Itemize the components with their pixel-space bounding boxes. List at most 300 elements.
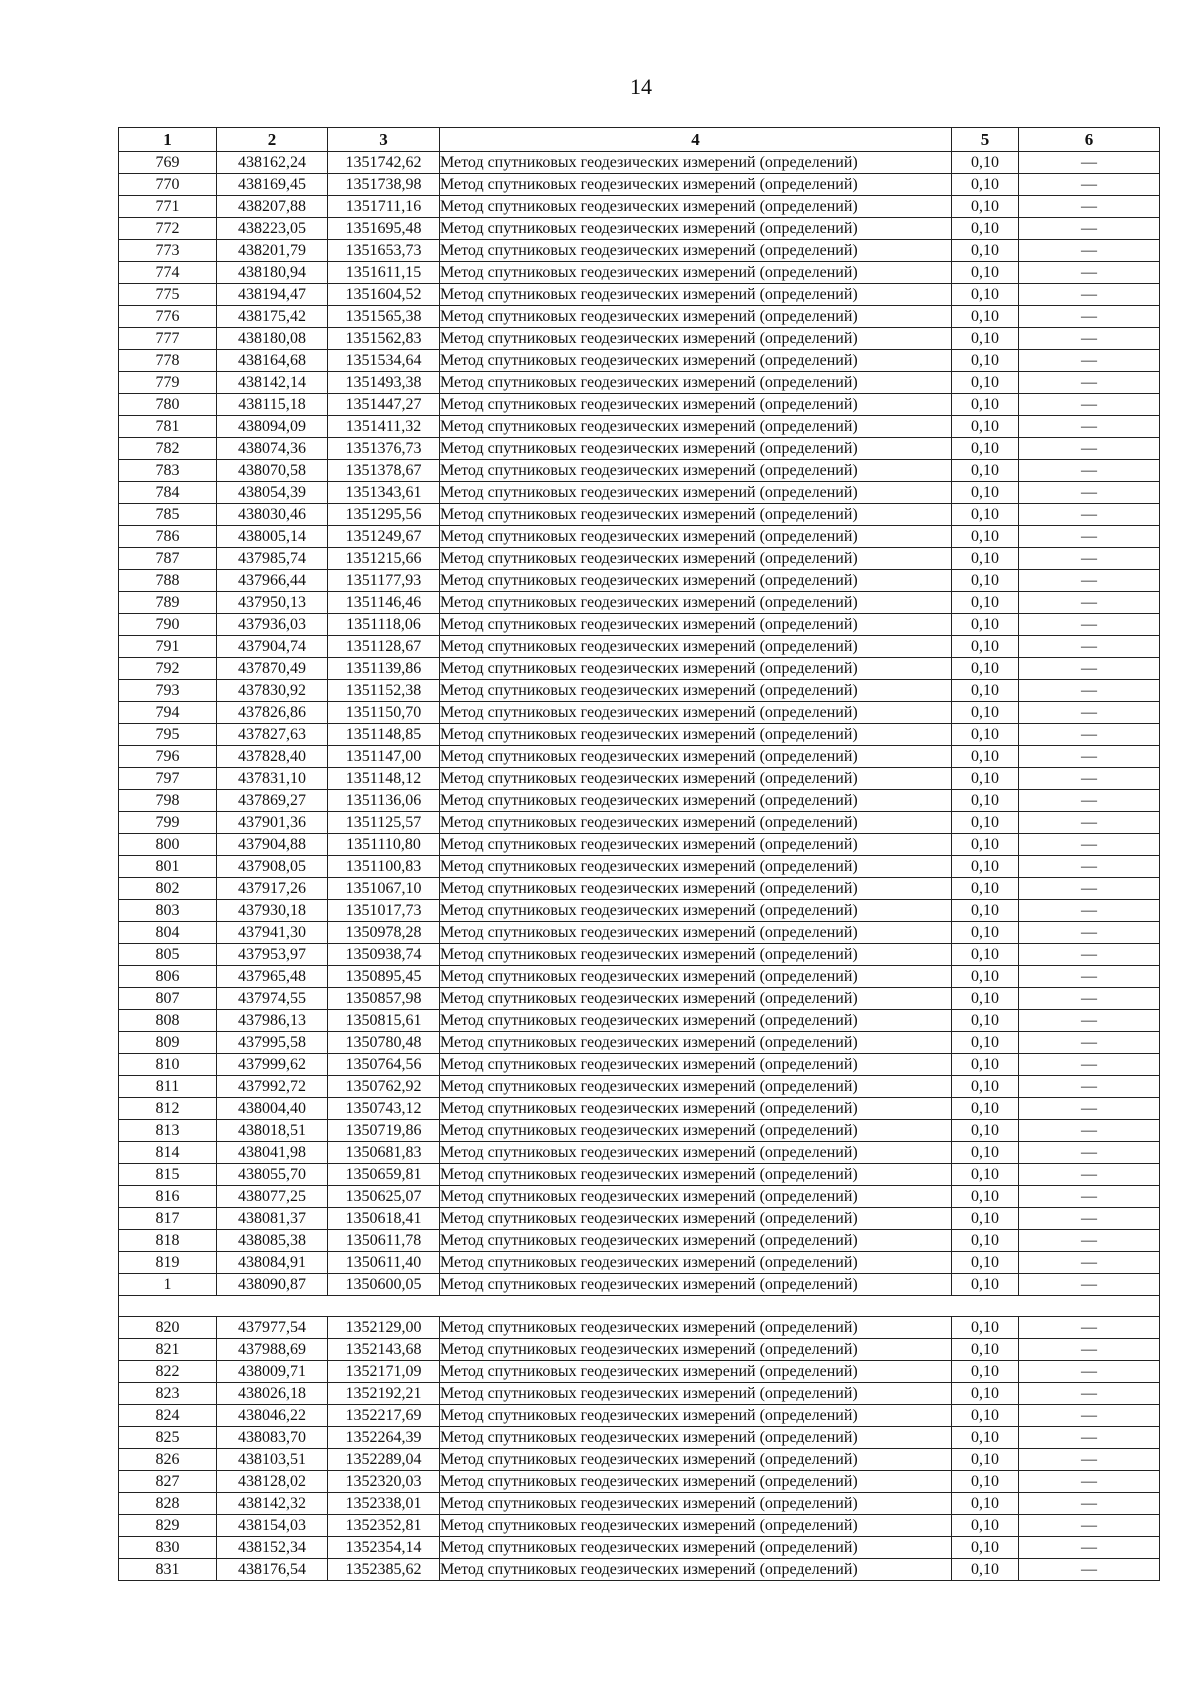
coord-y-cell: 1350625,07 bbox=[328, 1186, 440, 1208]
note-cell: — bbox=[1019, 1098, 1160, 1120]
note-cell: — bbox=[1019, 1164, 1160, 1186]
method-cell: Метод спутниковых геодезических измерений (определений) bbox=[440, 1559, 952, 1581]
method-cell: Метод спутниковых геодезических измерений (определений) bbox=[440, 724, 952, 746]
method-cell: Метод спутниковых геодезических измерений (определений) bbox=[440, 922, 952, 944]
note-cell: — bbox=[1019, 1317, 1160, 1339]
table-row bbox=[119, 966, 1160, 988]
coord-x-cell: 438176,54 bbox=[217, 1559, 328, 1581]
coord-y-cell: 1351534,64 bbox=[328, 350, 440, 372]
note-cell: — bbox=[1019, 504, 1160, 526]
point-number-cell: 774 bbox=[119, 262, 217, 284]
note-cell: — bbox=[1019, 988, 1160, 1010]
coord-y-cell: 1351139,86 bbox=[328, 658, 440, 680]
table-row bbox=[119, 1274, 1160, 1296]
coord-x-cell: 437988,69 bbox=[217, 1339, 328, 1361]
point-number-cell: 796 bbox=[119, 746, 217, 768]
coord-y-cell: 1352192,21 bbox=[328, 1383, 440, 1405]
method-cell: Метод спутниковых геодезических измерений (определений) bbox=[440, 790, 952, 812]
coord-x-cell: 438054,39 bbox=[217, 482, 328, 504]
point-number-cell: 773 bbox=[119, 240, 217, 262]
note-cell: — bbox=[1019, 350, 1160, 372]
table-row bbox=[119, 1383, 1160, 1405]
table-row bbox=[119, 1010, 1160, 1032]
note-cell: — bbox=[1019, 1405, 1160, 1427]
coord-y-cell: 1351128,67 bbox=[328, 636, 440, 658]
coord-x-cell: 438018,51 bbox=[217, 1120, 328, 1142]
coord-y-cell: 1350681,83 bbox=[328, 1142, 440, 1164]
note-cell: — bbox=[1019, 724, 1160, 746]
note-cell: — bbox=[1019, 746, 1160, 768]
method-cell: Метод спутниковых геодезических измерений (определений) bbox=[440, 1361, 952, 1383]
coord-y-cell: 1350764,56 bbox=[328, 1054, 440, 1076]
table-header bbox=[119, 128, 1160, 152]
accuracy-cell: 0,10 bbox=[952, 1317, 1019, 1339]
coord-x-cell: 438169,45 bbox=[217, 174, 328, 196]
coord-x-cell: 437901,36 bbox=[217, 812, 328, 834]
method-cell: Метод спутниковых геодезических измерений (определений) bbox=[440, 438, 952, 460]
table-row bbox=[119, 1559, 1160, 1581]
note-cell: — bbox=[1019, 900, 1160, 922]
coord-y-cell: 1351376,73 bbox=[328, 438, 440, 460]
accuracy-cell: 0,10 bbox=[952, 1054, 1019, 1076]
method-cell: Метод спутниковых геодезических измерений (определений) bbox=[440, 636, 952, 658]
point-number-cell: 812 bbox=[119, 1098, 217, 1120]
accuracy-cell: 0,10 bbox=[952, 1383, 1019, 1405]
header-col-1: 1 bbox=[119, 128, 217, 152]
coord-x-cell: 438005,14 bbox=[217, 526, 328, 548]
coord-y-cell: 1350618,41 bbox=[328, 1208, 440, 1230]
coord-y-cell: 1351711,16 bbox=[328, 196, 440, 218]
note-cell: — bbox=[1019, 1274, 1160, 1296]
table-row bbox=[119, 240, 1160, 262]
method-cell: Метод спутниковых геодезических измерений (определений) bbox=[440, 1471, 952, 1493]
coord-y-cell: 1351146,46 bbox=[328, 592, 440, 614]
point-number-cell: 792 bbox=[119, 658, 217, 680]
note-cell: — bbox=[1019, 218, 1160, 240]
coord-x-cell: 437904,74 bbox=[217, 636, 328, 658]
table-row bbox=[119, 306, 1160, 328]
coord-x-cell: 437966,44 bbox=[217, 570, 328, 592]
accuracy-cell: 0,10 bbox=[952, 504, 1019, 526]
coord-x-cell: 437826,86 bbox=[217, 702, 328, 724]
table-row bbox=[119, 1515, 1160, 1537]
table-row bbox=[119, 1120, 1160, 1142]
coord-y-cell: 1351611,15 bbox=[328, 262, 440, 284]
coord-y-cell: 1351295,56 bbox=[328, 504, 440, 526]
coord-x-cell: 437985,74 bbox=[217, 548, 328, 570]
table-row bbox=[119, 548, 1160, 570]
coord-y-cell: 1351378,67 bbox=[328, 460, 440, 482]
coord-x-cell: 438026,18 bbox=[217, 1383, 328, 1405]
accuracy-cell: 0,10 bbox=[952, 922, 1019, 944]
coord-x-cell: 438180,94 bbox=[217, 262, 328, 284]
point-number-cell: 789 bbox=[119, 592, 217, 614]
coord-y-cell: 1351493,38 bbox=[328, 372, 440, 394]
point-number-cell: 800 bbox=[119, 834, 217, 856]
table-row bbox=[119, 174, 1160, 196]
point-number-cell: 808 bbox=[119, 1010, 217, 1032]
note-cell: — bbox=[1019, 1339, 1160, 1361]
coord-y-cell: 1352171,09 bbox=[328, 1361, 440, 1383]
accuracy-cell: 0,10 bbox=[952, 658, 1019, 680]
note-cell: — bbox=[1019, 174, 1160, 196]
accuracy-cell: 0,10 bbox=[952, 1186, 1019, 1208]
note-cell: — bbox=[1019, 856, 1160, 878]
note-cell: — bbox=[1019, 1449, 1160, 1471]
coord-y-cell: 1351147,00 bbox=[328, 746, 440, 768]
point-number-cell: 784 bbox=[119, 482, 217, 504]
coord-y-cell: 1350762,92 bbox=[328, 1076, 440, 1098]
point-number-cell: 804 bbox=[119, 922, 217, 944]
point-number-cell: 783 bbox=[119, 460, 217, 482]
coord-y-cell: 1351562,83 bbox=[328, 328, 440, 350]
coord-x-cell: 438142,32 bbox=[217, 1493, 328, 1515]
method-cell: Метод спутниковых геодезических измерений (определений) bbox=[440, 1054, 952, 1076]
coord-y-cell: 1350815,61 bbox=[328, 1010, 440, 1032]
table-row bbox=[119, 702, 1160, 724]
point-number-cell: 775 bbox=[119, 284, 217, 306]
accuracy-cell: 0,10 bbox=[952, 350, 1019, 372]
table-row bbox=[119, 438, 1160, 460]
coord-x-cell: 437831,10 bbox=[217, 768, 328, 790]
coord-x-cell: 437953,97 bbox=[217, 944, 328, 966]
coord-y-cell: 1350611,40 bbox=[328, 1252, 440, 1274]
coord-y-cell: 1351148,12 bbox=[328, 768, 440, 790]
accuracy-cell: 0,10 bbox=[952, 262, 1019, 284]
method-cell: Метод спутниковых геодезических измерений (определений) bbox=[440, 1164, 952, 1186]
point-number-cell: 803 bbox=[119, 900, 217, 922]
accuracy-cell: 0,10 bbox=[952, 636, 1019, 658]
coord-x-cell: 438046,22 bbox=[217, 1405, 328, 1427]
table-row bbox=[119, 1186, 1160, 1208]
coord-x-cell: 438175,42 bbox=[217, 306, 328, 328]
method-cell: Метод спутниковых геодезических измерений (определений) bbox=[440, 394, 952, 416]
point-number-cell: 811 bbox=[119, 1076, 217, 1098]
coord-y-cell: 1352338,01 bbox=[328, 1493, 440, 1515]
table-row bbox=[119, 262, 1160, 284]
method-cell: Метод спутниковых геодезических измерений (определений) bbox=[440, 1010, 952, 1032]
coord-x-cell: 438041,98 bbox=[217, 1142, 328, 1164]
coord-x-cell: 437869,27 bbox=[217, 790, 328, 812]
coord-y-cell: 1351249,67 bbox=[328, 526, 440, 548]
point-number-cell: 772 bbox=[119, 218, 217, 240]
coord-x-cell: 437977,54 bbox=[217, 1317, 328, 1339]
point-number-cell: 788 bbox=[119, 570, 217, 592]
accuracy-cell: 0,10 bbox=[952, 1120, 1019, 1142]
coord-x-cell: 438083,70 bbox=[217, 1427, 328, 1449]
note-cell: — bbox=[1019, 570, 1160, 592]
point-number-cell: 830 bbox=[119, 1537, 217, 1559]
point-number-cell: 776 bbox=[119, 306, 217, 328]
accuracy-cell: 0,10 bbox=[952, 702, 1019, 724]
coord-x-cell: 438162,24 bbox=[217, 152, 328, 174]
method-cell: Метод спутниковых геодезических измерений (определений) bbox=[440, 350, 952, 372]
note-cell: — bbox=[1019, 812, 1160, 834]
table-row bbox=[119, 1493, 1160, 1515]
table-row bbox=[119, 1405, 1160, 1427]
point-number-cell: 791 bbox=[119, 636, 217, 658]
table-row bbox=[119, 504, 1160, 526]
table-row bbox=[119, 1076, 1160, 1098]
accuracy-cell: 0,10 bbox=[952, 1471, 1019, 1493]
accuracy-cell: 0,10 bbox=[952, 570, 1019, 592]
accuracy-cell: 0,10 bbox=[952, 614, 1019, 636]
coord-y-cell: 1351742,62 bbox=[328, 152, 440, 174]
method-cell: Метод спутниковых геодезических измерений (определений) bbox=[440, 966, 952, 988]
table-row bbox=[119, 416, 1160, 438]
coord-y-cell: 1350780,48 bbox=[328, 1032, 440, 1054]
note-cell: — bbox=[1019, 460, 1160, 482]
accuracy-cell: 0,10 bbox=[952, 1032, 1019, 1054]
coord-y-cell: 1350600,05 bbox=[328, 1274, 440, 1296]
coord-x-cell: 438055,70 bbox=[217, 1164, 328, 1186]
method-cell: Метод спутниковых геодезических измерений (определений) bbox=[440, 680, 952, 702]
note-cell: — bbox=[1019, 328, 1160, 350]
table-row bbox=[119, 636, 1160, 658]
method-cell: Метод спутниковых геодезических измерений (определений) bbox=[440, 1449, 952, 1471]
coord-x-cell: 437950,13 bbox=[217, 592, 328, 614]
table-row bbox=[119, 284, 1160, 306]
point-number-cell: 770 bbox=[119, 174, 217, 196]
table-row bbox=[119, 350, 1160, 372]
page-number: 14 bbox=[630, 74, 652, 99]
coord-y-cell: 1352289,04 bbox=[328, 1449, 440, 1471]
note-cell: — bbox=[1019, 658, 1160, 680]
table-row bbox=[119, 1317, 1160, 1339]
accuracy-cell: 0,10 bbox=[952, 1010, 1019, 1032]
coord-x-cell: 438223,05 bbox=[217, 218, 328, 240]
table-row bbox=[119, 1471, 1160, 1493]
point-number-cell: 825 bbox=[119, 1427, 217, 1449]
coord-y-cell: 1352217,69 bbox=[328, 1405, 440, 1427]
coord-x-cell: 437827,63 bbox=[217, 724, 328, 746]
table-row bbox=[119, 1032, 1160, 1054]
accuracy-cell: 0,10 bbox=[952, 1208, 1019, 1230]
coord-x-cell: 438180,08 bbox=[217, 328, 328, 350]
table-row bbox=[119, 1142, 1160, 1164]
method-cell: Метод спутниковых геодезических измерений (определений) bbox=[440, 768, 952, 790]
coord-y-cell: 1352354,14 bbox=[328, 1537, 440, 1559]
method-cell: Метод спутниковых геодезических измерений (определений) bbox=[440, 284, 952, 306]
accuracy-cell: 0,10 bbox=[952, 284, 1019, 306]
note-cell: — bbox=[1019, 262, 1160, 284]
note-cell: — bbox=[1019, 1361, 1160, 1383]
point-number-cell: 831 bbox=[119, 1559, 217, 1581]
coord-x-cell: 437974,55 bbox=[217, 988, 328, 1010]
table-body bbox=[119, 152, 1160, 1581]
coord-y-cell: 1350895,45 bbox=[328, 966, 440, 988]
method-cell: Метод спутниковых геодезических измерений (определений) bbox=[440, 1515, 952, 1537]
method-cell: Метод спутниковых геодезических измерений (определений) bbox=[440, 988, 952, 1010]
note-cell: — bbox=[1019, 372, 1160, 394]
point-number-cell: 795 bbox=[119, 724, 217, 746]
method-cell: Метод спутниковых геодезических измерений (определений) bbox=[440, 1120, 952, 1142]
table-row bbox=[119, 460, 1160, 482]
method-cell: Метод спутниковых геодезических измерений (определений) bbox=[440, 1252, 952, 1274]
accuracy-cell: 0,10 bbox=[952, 152, 1019, 174]
note-cell: — bbox=[1019, 548, 1160, 570]
accuracy-cell: 0,10 bbox=[952, 944, 1019, 966]
header-row bbox=[119, 128, 1160, 152]
point-number-cell: 824 bbox=[119, 1405, 217, 1427]
coord-y-cell: 1351343,61 bbox=[328, 482, 440, 504]
point-number-cell: 1 bbox=[119, 1274, 217, 1296]
table-row bbox=[119, 196, 1160, 218]
table-row bbox=[119, 878, 1160, 900]
accuracy-cell: 0,10 bbox=[952, 1515, 1019, 1537]
coord-x-cell: 438128,02 bbox=[217, 1471, 328, 1493]
method-cell: Метод спутниковых геодезических измерений (определений) bbox=[440, 1032, 952, 1054]
note-cell: — bbox=[1019, 966, 1160, 988]
coord-x-cell: 438154,03 bbox=[217, 1515, 328, 1537]
point-number-cell: 814 bbox=[119, 1142, 217, 1164]
coord-y-cell: 1351067,10 bbox=[328, 878, 440, 900]
note-cell: — bbox=[1019, 1142, 1160, 1164]
table-row bbox=[119, 1230, 1160, 1252]
method-cell: Метод спутниковых геодезических измерений (определений) bbox=[440, 834, 952, 856]
table-row bbox=[119, 812, 1160, 834]
table-row bbox=[119, 790, 1160, 812]
method-cell: Метод спутниковых геодезических измерений (определений) bbox=[440, 1142, 952, 1164]
coord-y-cell: 1351136,06 bbox=[328, 790, 440, 812]
table-row bbox=[119, 922, 1160, 944]
coord-y-cell: 1350719,86 bbox=[328, 1120, 440, 1142]
coord-y-cell: 1350978,28 bbox=[328, 922, 440, 944]
table-row bbox=[119, 1252, 1160, 1274]
note-cell: — bbox=[1019, 1537, 1160, 1559]
accuracy-cell: 0,10 bbox=[952, 878, 1019, 900]
coord-y-cell: 1352352,81 bbox=[328, 1515, 440, 1537]
coord-y-cell: 1352264,39 bbox=[328, 1427, 440, 1449]
note-cell: — bbox=[1019, 1427, 1160, 1449]
coord-y-cell: 1351604,52 bbox=[328, 284, 440, 306]
point-number-cell: 807 bbox=[119, 988, 217, 1010]
accuracy-cell: 0,10 bbox=[952, 174, 1019, 196]
table-row bbox=[119, 592, 1160, 614]
point-number-cell: 809 bbox=[119, 1032, 217, 1054]
method-cell: Метод спутниковых геодезических измерений (определений) bbox=[440, 548, 952, 570]
point-number-cell: 786 bbox=[119, 526, 217, 548]
accuracy-cell: 0,10 bbox=[952, 328, 1019, 350]
table-row bbox=[119, 1537, 1160, 1559]
table-row bbox=[119, 482, 1160, 504]
point-number-cell: 813 bbox=[119, 1120, 217, 1142]
method-cell: Метод спутниковых геодезических измерений (определений) bbox=[440, 460, 952, 482]
coord-x-cell: 437936,03 bbox=[217, 614, 328, 636]
point-number-cell: 828 bbox=[119, 1493, 217, 1515]
coord-x-cell: 438207,88 bbox=[217, 196, 328, 218]
method-cell: Метод спутниковых геодезических измерений (определений) bbox=[440, 526, 952, 548]
method-cell: Метод спутниковых геодезических измерений (определений) bbox=[440, 482, 952, 504]
coord-x-cell: 438085,38 bbox=[217, 1230, 328, 1252]
coord-y-cell: 1350743,12 bbox=[328, 1098, 440, 1120]
method-cell: Метод спутниковых геодезических измерений (определений) bbox=[440, 900, 952, 922]
note-cell: — bbox=[1019, 834, 1160, 856]
coord-x-cell: 437870,49 bbox=[217, 658, 328, 680]
accuracy-cell: 0,10 bbox=[952, 1252, 1019, 1274]
note-cell: — bbox=[1019, 240, 1160, 262]
coord-y-cell: 1351118,06 bbox=[328, 614, 440, 636]
accuracy-cell: 0,10 bbox=[952, 1537, 1019, 1559]
point-number-cell: 816 bbox=[119, 1186, 217, 1208]
note-cell: — bbox=[1019, 306, 1160, 328]
method-cell: Метод спутниковых геодезических измерений (определений) bbox=[440, 152, 952, 174]
point-number-cell: 822 bbox=[119, 1361, 217, 1383]
coord-y-cell: 1351695,48 bbox=[328, 218, 440, 240]
coord-y-cell: 1351653,73 bbox=[328, 240, 440, 262]
method-cell: Метод спутниковых геодезических измерений (определений) bbox=[440, 1537, 952, 1559]
point-number-cell: 769 bbox=[119, 152, 217, 174]
coord-x-cell: 437941,30 bbox=[217, 922, 328, 944]
accuracy-cell: 0,10 bbox=[952, 900, 1019, 922]
table-row bbox=[119, 1208, 1160, 1230]
coordinates-table bbox=[118, 127, 1160, 1581]
note-cell: — bbox=[1019, 614, 1160, 636]
note-cell: — bbox=[1019, 394, 1160, 416]
note-cell: — bbox=[1019, 768, 1160, 790]
coord-x-cell: 437828,40 bbox=[217, 746, 328, 768]
table-row bbox=[119, 900, 1160, 922]
coord-x-cell: 438194,47 bbox=[217, 284, 328, 306]
coord-y-cell: 1351411,32 bbox=[328, 416, 440, 438]
point-number-cell: 810 bbox=[119, 1054, 217, 1076]
note-cell: — bbox=[1019, 1515, 1160, 1537]
accuracy-cell: 0,10 bbox=[952, 372, 1019, 394]
coord-x-cell: 437995,58 bbox=[217, 1032, 328, 1054]
accuracy-cell: 0,10 bbox=[952, 1230, 1019, 1252]
point-number-cell: 779 bbox=[119, 372, 217, 394]
method-cell: Метод спутниковых геодезических измерений (определений) bbox=[440, 1493, 952, 1515]
note-cell: — bbox=[1019, 152, 1160, 174]
accuracy-cell: 0,10 bbox=[952, 1274, 1019, 1296]
method-cell: Метод спутниковых геодезических измерений (определений) bbox=[440, 944, 952, 966]
header-col-3: 3 bbox=[328, 128, 440, 152]
coord-x-cell: 438070,58 bbox=[217, 460, 328, 482]
table-row bbox=[119, 1098, 1160, 1120]
note-cell: — bbox=[1019, 944, 1160, 966]
header-col-6: 6 bbox=[1019, 128, 1160, 152]
table-row bbox=[119, 746, 1160, 768]
coord-x-cell: 438090,87 bbox=[217, 1274, 328, 1296]
coord-x-cell: 438081,37 bbox=[217, 1208, 328, 1230]
coord-y-cell: 1352129,00 bbox=[328, 1317, 440, 1339]
coord-y-cell: 1351148,85 bbox=[328, 724, 440, 746]
point-number-cell: 820 bbox=[119, 1317, 217, 1339]
point-number-cell: 782 bbox=[119, 438, 217, 460]
note-cell: — bbox=[1019, 1559, 1160, 1581]
table-row bbox=[119, 372, 1160, 394]
coord-y-cell: 1352320,03 bbox=[328, 1471, 440, 1493]
accuracy-cell: 0,10 bbox=[952, 768, 1019, 790]
note-cell: — bbox=[1019, 922, 1160, 944]
coord-x-cell: 438142,14 bbox=[217, 372, 328, 394]
coord-x-cell: 438103,51 bbox=[217, 1449, 328, 1471]
accuracy-cell: 0,10 bbox=[952, 1427, 1019, 1449]
coord-x-cell: 437930,18 bbox=[217, 900, 328, 922]
coord-y-cell: 1351017,73 bbox=[328, 900, 440, 922]
accuracy-cell: 0,10 bbox=[952, 966, 1019, 988]
coord-y-cell: 1350611,78 bbox=[328, 1230, 440, 1252]
table-row bbox=[119, 526, 1160, 548]
point-number-cell: 797 bbox=[119, 768, 217, 790]
coord-x-cell: 437830,92 bbox=[217, 680, 328, 702]
table-row bbox=[119, 988, 1160, 1010]
coord-x-cell: 437999,62 bbox=[217, 1054, 328, 1076]
point-number-cell: 829 bbox=[119, 1515, 217, 1537]
point-number-cell: 826 bbox=[119, 1449, 217, 1471]
point-number-cell: 798 bbox=[119, 790, 217, 812]
accuracy-cell: 0,10 bbox=[952, 592, 1019, 614]
